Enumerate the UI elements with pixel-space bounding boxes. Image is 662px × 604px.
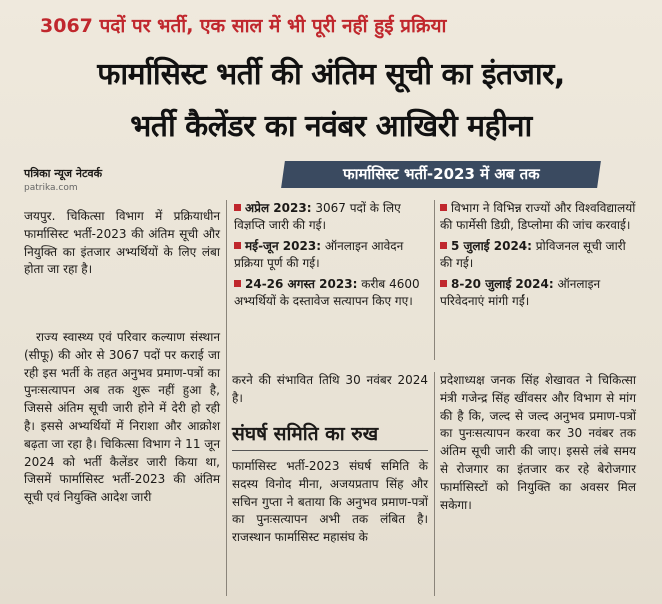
- timeline-text: ऑनलाइन परिवेदनाएं मांगी गईं।: [440, 277, 601, 308]
- bullet-icon: [440, 204, 447, 211]
- timeline-right: [440, 200, 636, 314]
- timeline-banner-text: फार्मासिस्ट भर्ती-2023 में अब तक: [342, 165, 540, 183]
- main-headline-line-2: भर्ती कैलेंडर का नवंबर आखिरी महीना: [130, 109, 532, 144]
- body-paragraph-2: करने की संभावित तिथि 30 नवंबर 2024 है।: [232, 373, 428, 405]
- column-2-body: [232, 458, 428, 547]
- kicker-headline: 3067 पदों पर भर्ती, एक साल में भी पूरी नहीं हुई प्रक्रिया: [40, 15, 447, 37]
- timeline-item: [440, 200, 636, 234]
- bullet-icon: [440, 280, 447, 287]
- column-divider: [226, 200, 227, 596]
- byline: पत्रिका न्यूज नेटवर्क: [24, 167, 103, 180]
- column-2: [232, 372, 428, 408]
- body-paragraph-4: प्रदेशाध्यक्ष जनक सिंह शेखावत ने चिकित्सा मंत्री गजेन्द्र सिंह खींवसर और विभाग से मांग की है कि, जल्द से जल्द अनुभव प्रमाण-पत्रों का पुनःसत्यापन करवा कर 30 नवंबर तक अंतिम सूची जारी की जाए। इससे लंबे समय से रोजगार का इंतजार कर रहे बेरोजगार फार्मासिस्टों को नियुक्ति का अवसर मिल सकेगा।: [440, 373, 636, 512]
- column-divider: [434, 200, 435, 360]
- subheading: संघर्ष समिति का रुख: [232, 420, 428, 451]
- column-1-intro: [24, 208, 220, 279]
- timeline-banner: [281, 161, 601, 188]
- intro-paragraph: जयपुर. चिकित्सा विभाग में प्रक्रियाधीन फार्मासिस्ट भर्ती-2023 की अंतिम सूची और नियुक्ति का इंतजार अभ्यर्थियों के लिए लंबा होता जा रहा है।: [24, 209, 220, 277]
- bullet-icon: [234, 280, 241, 287]
- timeline-text: प्रोविजनल सूची जारी की गई।: [440, 239, 626, 270]
- main-headline-line-1: फार्मासिस्ट भर्ती की अंतिम सूची का इंतजार,: [97, 57, 565, 92]
- bullet-icon: [234, 242, 241, 249]
- column-1-body: [24, 329, 220, 507]
- timeline-date: अप्रेल 2023:: [245, 201, 312, 215]
- timeline-date: 8-20 जुलाई 2024:: [451, 277, 554, 291]
- bullet-icon: [234, 204, 241, 211]
- timeline-left: [234, 200, 432, 314]
- timeline-item: [234, 200, 432, 234]
- timeline-text: 3067 पदों के लिए विज्ञप्ति जारी की गई।: [234, 201, 401, 232]
- timeline-text: करीब 4600 अभ्यर्थियों के दस्तावेज सत्यापन किए गए।: [234, 277, 420, 308]
- column-3: [440, 372, 636, 514]
- timeline-text: ऑनलाइन आवेदन प्रक्रिया पूर्ण की गई।: [234, 239, 404, 270]
- site-credit: patrika.com: [24, 183, 78, 193]
- body-paragraph-1: राज्य स्वास्थ्य एवं परिवार कल्याण संस्थान (सीफू) की ओर से 3067 पदों पर कराई जा रही इस भर्ती के तहत अनुभव प्रमाण-पत्रों का पुनःसत्यापन अब तक शुरू नहीं हुआ है, जिससे अंतिम सूची जारी होने में देरी हो रही है। इससे अभ्यर्थियों में निराशा और आक्रोश बढ़ता जा रहा है। चिकित्सा विभाग ने 11 जून 2024 को भर्ती कैलेंडर जारी किया था, जिसमें फार्मासिस्ट भर्ती-2023 की अंतिम सूची एवं नियुक्ति आदेश जारी: [24, 330, 220, 505]
- timeline-item: [234, 276, 432, 310]
- timeline-text: विभाग ने विभिन्न राज्यों और विश्वविद्यालयों की फार्मेसी डिग्री, डिप्लोमा की जांच करवाई।: [440, 201, 636, 232]
- timeline-date: मई-जून 2023:: [245, 239, 321, 253]
- column-divider: [434, 372, 435, 596]
- timeline-item: [234, 238, 432, 272]
- timeline-date: 24-26 अगस्त 2023:: [245, 277, 358, 291]
- timeline-item: [440, 276, 636, 310]
- timeline-item: [440, 238, 636, 272]
- body-paragraph-3: फार्मासिस्ट भर्ती-2023 संघर्ष समिति के सदस्य विनोद मीना, अजयप्रताप सिंह और सचिन गुप्ता ने बताया कि अनुभव प्रमाण-पत्रों का पुनःसत्यापन अभी तक लंबित है। राजस्थान फार्मासिस्ट महासंघ के: [232, 459, 428, 545]
- timeline-date: 5 जुलाई 2024:: [451, 239, 532, 253]
- bullet-icon: [440, 242, 447, 249]
